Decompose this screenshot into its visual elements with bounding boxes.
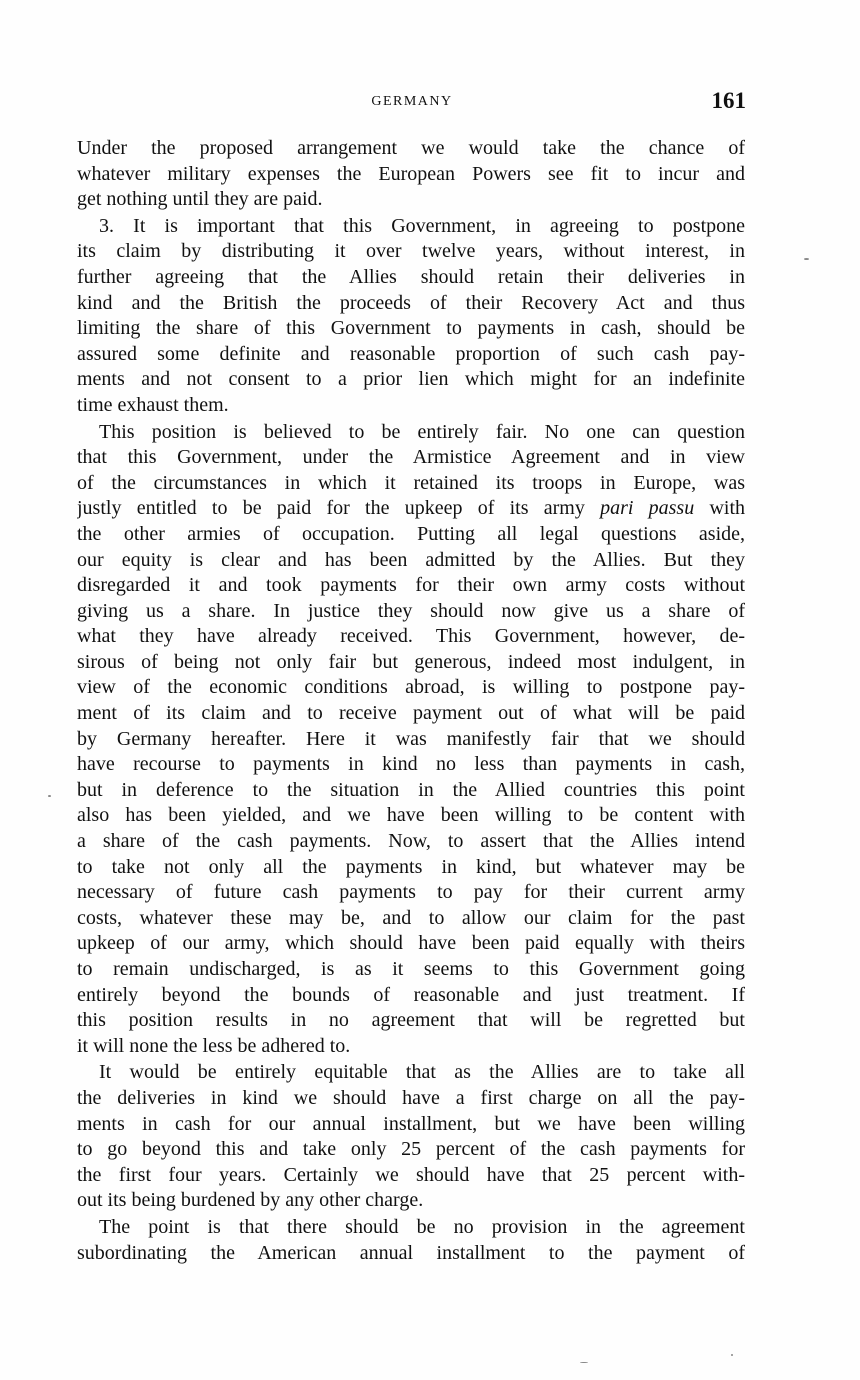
text-line: 3. It is important that this Government, in agreeing to postpone [99,214,745,237]
text-line: time exhaust them. [77,393,229,416]
paragraph-4 [77,1060,745,1214]
text-line: it will none the less be adhered to. [77,1034,351,1057]
text-line: kind and the British the proceeds of their Recovery Act and thus [77,291,745,314]
text-line: sirous of being not only fair but generous, indeed most indulgent, in [77,650,745,673]
text-line: upkeep of our army, which should have been paid equally with theirs [77,932,745,955]
text-line: ments in cash for our annual installment, but we have been willing [77,1112,745,1135]
text-line: get nothing until they are paid. [77,188,323,211]
text-segment: justly entitled to be paid for the upkeep of its army [77,497,585,520]
text-line: disregarded it and took payments for their own army costs without [77,574,745,597]
text-line: This position is believed to be entirely fair. No one can question [99,420,745,443]
text-line: to take not only all the payments in kind, but whatever may be [77,855,745,878]
scan-speck [804,258,809,260]
text-line: further agreeing that the Allies should retain their deliveries in [77,265,745,288]
text-line: have recourse to payments in kind no less than payments in cash, [77,753,745,776]
italic-phrase: pari passu [600,497,695,520]
text-line: of the circumstances in which it retained its troops in Europe, was [77,471,745,494]
paragraph-1 [77,136,745,213]
text-line: the first four years. Certainly we should have that 25 percent with- [77,1163,745,1186]
body-text [77,136,745,1267]
text-line: view of the economic conditions abroad, is willing to postpone pay- [77,676,745,699]
text-line: ment of its claim and to receive payment out of what will be paid [77,702,745,725]
text-line: the other armies of occupation. Putting all legal questions aside, [77,522,745,545]
paragraph-2 [77,214,745,419]
text-line: entirely beyond the bounds of reasonable and just treatment. If [77,983,745,1006]
text-line: also has been yielded, and we have been willing to be content with [77,804,745,827]
text-line: the deliveries in kind we should have a first charge on all the pay- [77,1086,745,1109]
text-line: this position results in no agreement that will be regretted but [77,1009,745,1032]
text-line: to go beyond this and take only 25 percent of the cash payments for [77,1138,745,1161]
text-line: The point is that there should be no provision in the agreement [99,1215,745,1238]
text-line: assured some definite and reasonable proportion of such cash pay- [77,342,745,365]
text-line-with-italic [77,496,745,522]
text-line: but in deference to the situation in the Allied countries this point [77,778,745,801]
text-line: our equity is clear and has been admitted by the Allies. But they [77,548,745,571]
text-line: what they have already received. This Government, however, de- [77,625,745,648]
text-line: to remain undischarged, is as it seems to this Government going [77,958,745,980]
text-line: its claim by distributing it over twelve years, without interest, in [77,240,745,263]
paragraph-5 [77,1215,745,1266]
text-line: giving us a share. In justice they should now give us a share of [77,599,745,622]
running-head [78,88,746,122]
text-line: limiting the share of this Government to payments in cash, should be [77,317,745,340]
text-line: ments and not consent to a prior lien which might for an indefinite [77,368,745,391]
text-line: costs, whatever these may be, and to allow our claim for the past [77,906,745,929]
text-segment: with [709,497,745,520]
text-line: whatever military expenses the European Powers see fit to incur and [77,162,745,185]
text-line: It would be entirely equitable that as the Allies are to take all [99,1061,745,1084]
text-line: out its being burdened by any other charge. [77,1189,424,1212]
scan-speck [731,1354,733,1356]
scan-speck [580,1362,588,1363]
scan-speck [48,795,51,797]
text-line: a share of the cash payments. Now, to assert that the Allies intend [77,830,745,853]
running-title: GERMANY [371,94,453,109]
paragraph-3 [77,420,745,1060]
text-line: subordinating the American annual installment to the payment of [77,1241,745,1264]
text-line: Under the proposed arrangement we would take the chance of [77,137,745,159]
page-number: 161 [711,88,746,113]
text-line: by Germany hereafter. Here it was manifestly fair that we should [77,727,745,750]
text-line: that this Government, under the Armistice Agreement and in view [77,446,745,469]
text-line: necessary of future cash payments to pay for their current army [77,881,745,904]
